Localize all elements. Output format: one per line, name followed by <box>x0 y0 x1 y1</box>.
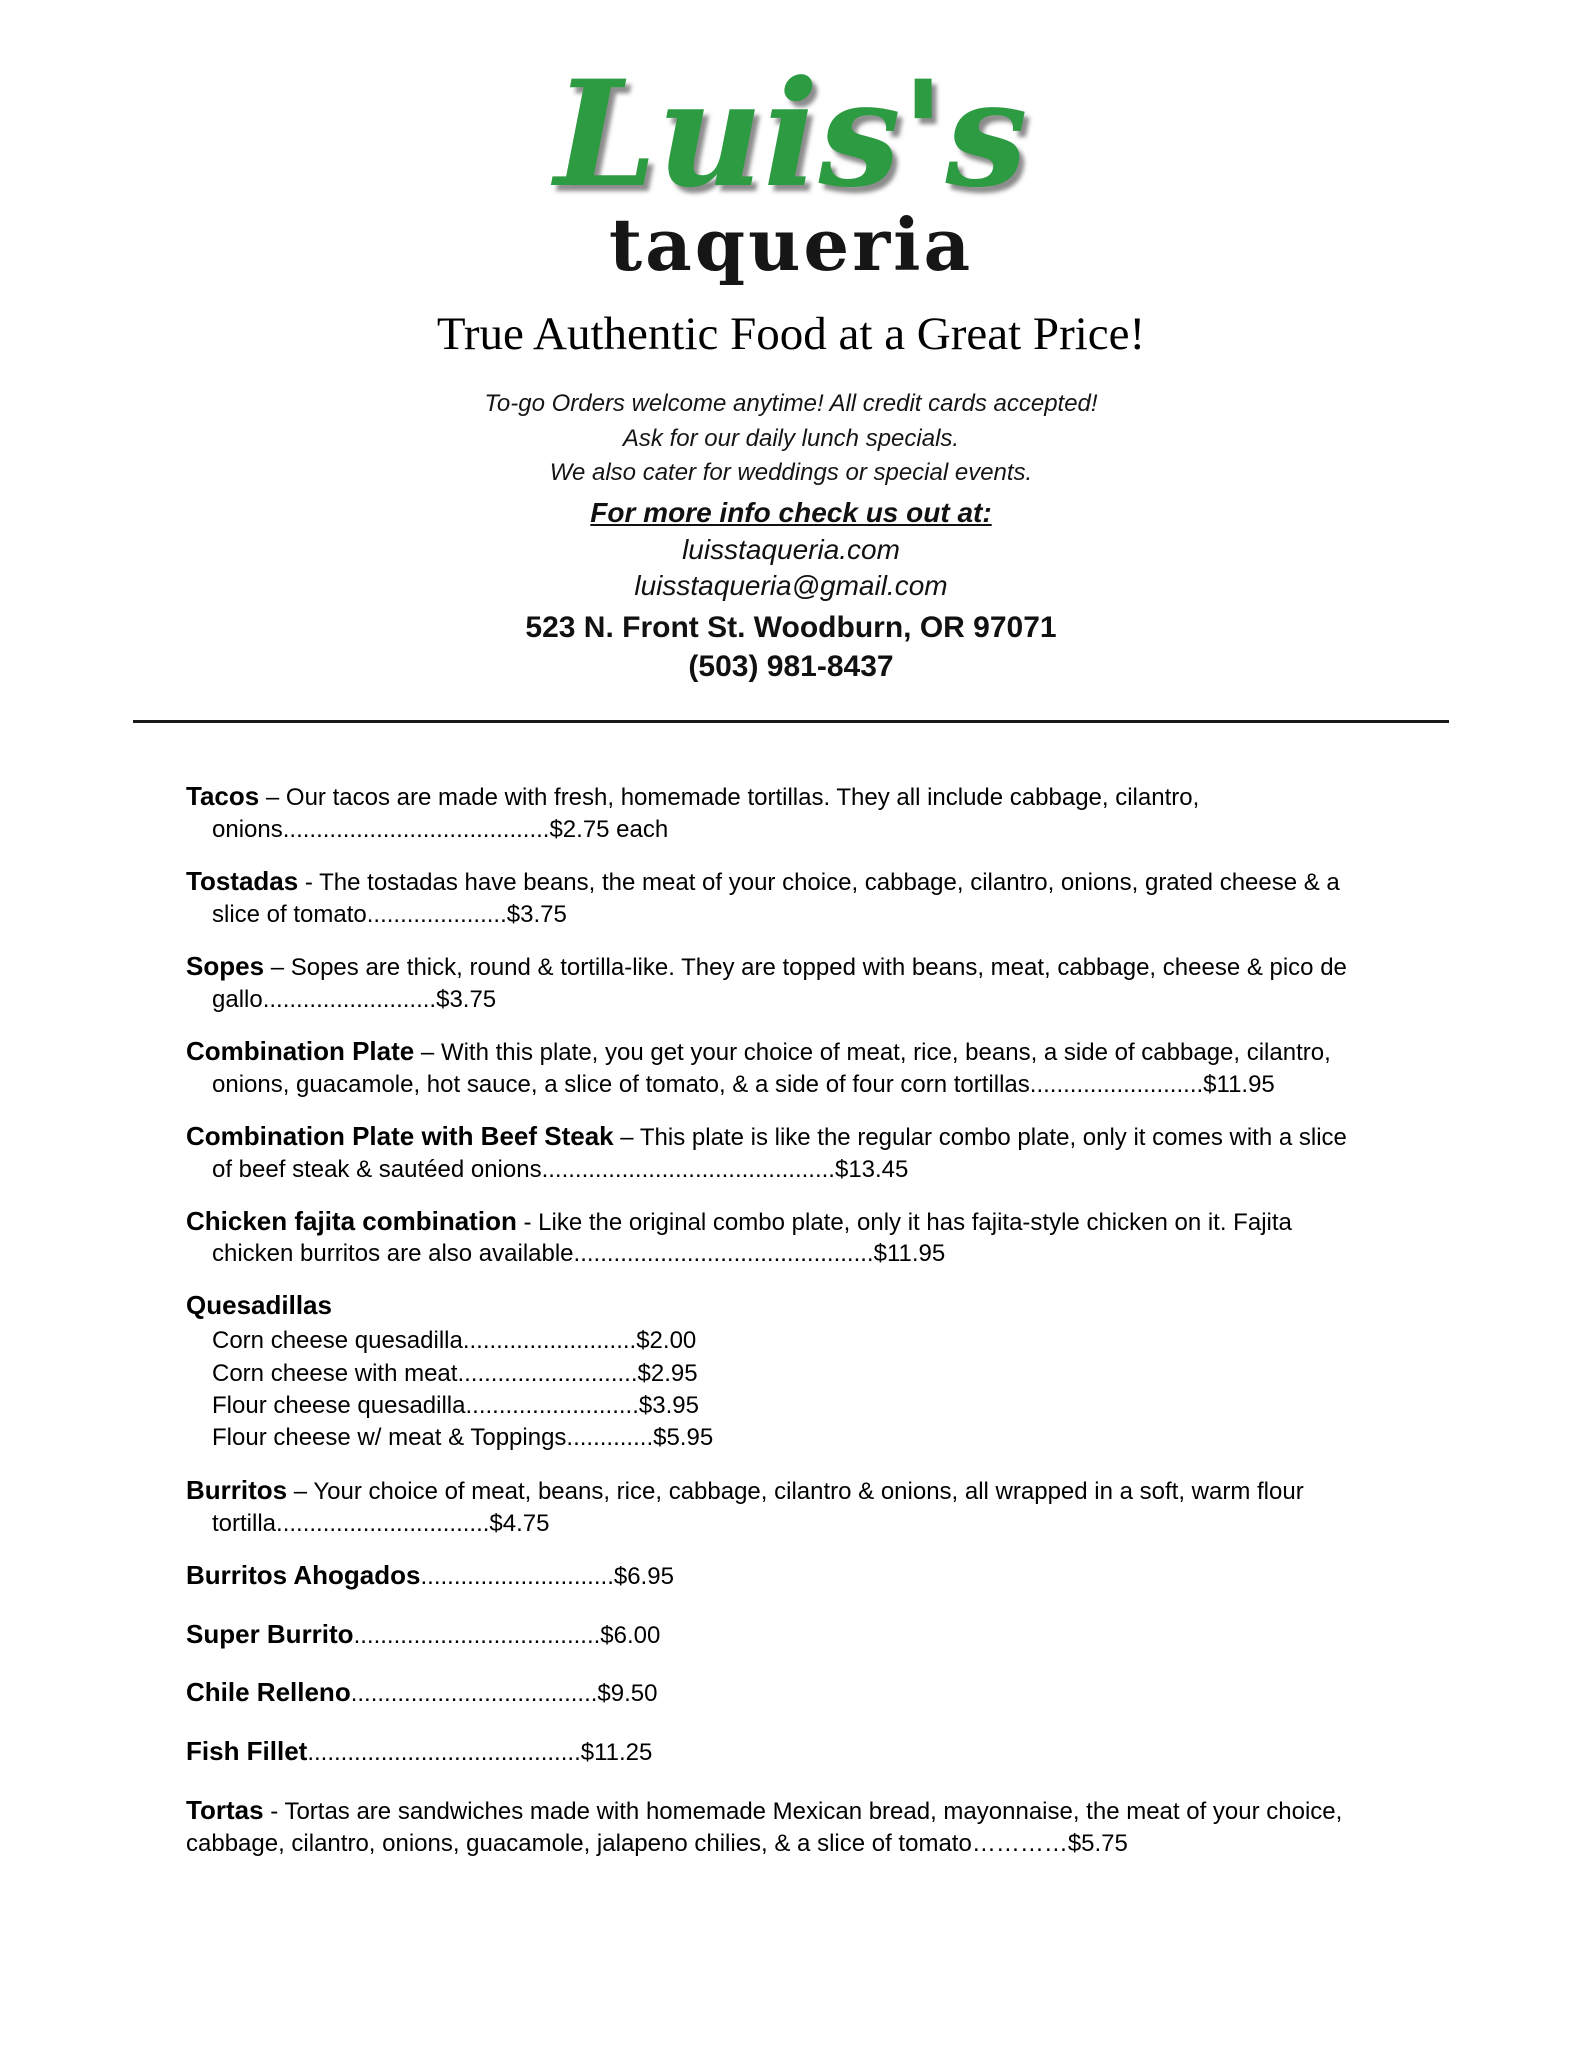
menu-item-combination-plate <box>186 1034 1351 1101</box>
item-separator: - <box>298 869 320 897</box>
dot-leader: .......................... <box>1029 1070 1204 1098</box>
website-url: luisstaqueria.com <box>682 533 900 565</box>
promo-line-3: We also cater for weddings or special events. <box>549 459 1033 487</box>
logo-word-text: taqueria <box>608 202 974 288</box>
menu-item-burritos <box>186 1473 1351 1540</box>
dot-leader: .......................... <box>262 985 437 1013</box>
item-name: Tortas <box>186 1795 264 1826</box>
menu-item-tostadas <box>186 864 1351 931</box>
quesadilla-variant-row <box>212 1325 1351 1357</box>
item-description: With this plate, you get your choice of meat, rice, beans, a side of cabbage, cilantro, onions, guacamole, hot sauce, a slice of tomato, & a side of four corn tortillas <box>212 1038 1331 1098</box>
item-separator: – <box>264 954 291 982</box>
item-name: Tostadas <box>186 866 299 897</box>
item-price: $2.75 each <box>549 816 669 844</box>
item-name: Super Burrito <box>186 1618 354 1649</box>
item-price: $6.00 <box>600 1621 661 1649</box>
header-divider <box>133 720 1449 723</box>
menu-item-fish-fillet <box>186 1734 1351 1769</box>
item-description: Your choice of meat, beans, rice, cabbage, cilantro & onions, all wrapped in a soft, warm flour tortilla <box>212 1477 1304 1537</box>
item-separator: – <box>613 1123 640 1151</box>
item-price: $11.95 <box>873 1240 946 1268</box>
variant-name: Corn cheese quesadilla <box>212 1327 463 1355</box>
dot-leader: ............................................ <box>541 1155 835 1183</box>
menu-item-tacos <box>186 779 1351 846</box>
item-price: $3.75 <box>506 901 567 929</box>
quesadilla-variant-row <box>212 1358 1351 1390</box>
menu-item-tortas <box>186 1793 1351 1860</box>
promo-block <box>0 387 1582 491</box>
item-separator: - <box>263 1798 285 1826</box>
item-separator: – <box>414 1038 441 1066</box>
item-description: Tortas are sandwiches made with homemade Mexican bread, mayonnaise, the meat of your choice, cabbage, cilantro, onions, guacamole, jalapeno chilies, & a slice of tomato <box>186 1798 1343 1858</box>
item-name: Chile Relleno <box>186 1677 351 1708</box>
variant-price: $2.00 <box>636 1327 697 1355</box>
dot-leader: ............. <box>566 1424 654 1452</box>
logo-script-text: Luis's <box>554 49 1028 220</box>
variant-price: $5.95 <box>653 1424 714 1452</box>
tagline: True Authentic Food at a Great Price! <box>436 307 1146 360</box>
dot-leader: .......................... <box>465 1392 639 1420</box>
dot-leader: ..................... <box>366 901 507 929</box>
item-name: Combination Plate <box>186 1035 415 1066</box>
item-name: Burritos <box>186 1474 288 1505</box>
item-price: $6.95 <box>613 1562 674 1590</box>
more-info-heading: For more info check us out at: <box>590 497 992 529</box>
item-price: $13.45 <box>834 1155 909 1183</box>
dot-leader: ........................... <box>457 1359 638 1387</box>
dot-leader: ..................................... <box>353 1621 601 1649</box>
variant-name: Corn cheese with meat <box>212 1359 458 1387</box>
dot-leader: .......................... <box>462 1327 637 1355</box>
dot-leader: ......................................... <box>307 1739 581 1767</box>
item-price: $5.75 <box>1067 1830 1128 1858</box>
dot-leader: ........................................ <box>282 816 550 844</box>
menu-item-combination-plate-beef-steak <box>186 1119 1351 1186</box>
item-name: Fish Fillet <box>186 1736 308 1767</box>
dot-leader: ................................ <box>276 1509 490 1537</box>
menu-item-quesadillas <box>186 1288 1351 1454</box>
item-price: $11.25 <box>580 1739 653 1767</box>
email-address: luisstaqueria@gmail.com <box>634 570 948 602</box>
item-price: $9.50 <box>597 1680 658 1708</box>
item-price: $4.75 <box>489 1509 550 1537</box>
item-description: This plate is like the regular combo plate, only it comes with a slice of beef steak & sautéed onions <box>212 1123 1347 1183</box>
menu-item-chicken-fajita-combination <box>186 1204 1351 1271</box>
phone-number: (503) 981-8437 <box>688 650 894 684</box>
item-price: $3.75 <box>436 985 497 1013</box>
item-name: Chicken fajita combination <box>186 1205 517 1236</box>
dot-leader: ..................................... <box>350 1680 598 1708</box>
item-name: Combination Plate with Beef Steak <box>186 1120 614 1151</box>
item-description: Sopes are thick, round & tortilla-like. They are topped with beans, meat, cabbage, cheese & pico de gallo <box>212 954 1347 1013</box>
menu-list <box>186 779 1351 1860</box>
item-name: Tacos <box>186 781 260 812</box>
dot-leader: ............................. <box>420 1562 614 1590</box>
variant-price: $2.95 <box>637 1359 698 1387</box>
quesadilla-variant-row <box>212 1390 1351 1422</box>
variant-name: Flour cheese w/ meat & Toppings <box>212 1424 567 1452</box>
menu-item-burritos-ahogados <box>186 1558 1351 1593</box>
item-price: $11.95 <box>1203 1070 1275 1098</box>
variant-price: $3.95 <box>638 1392 699 1420</box>
item-separator: - <box>516 1208 539 1236</box>
street-address: 523 N. Front St. Woodburn, OR 97071 <box>525 611 1057 645</box>
item-description: Our tacos are made with fresh, homemade tortillas. They all include cabbage, cilantro, onions <box>212 784 1200 844</box>
item-description: Like the original combo plate, only it has fajita-style chicken on it. Fajita chicken burritos are also available <box>212 1208 1292 1268</box>
promo-line-1: To-go Orders welcome anytime! All credit cards accepted! <box>484 389 1098 417</box>
dot-leader: ………… <box>971 1830 1068 1858</box>
quesadilla-variant-row <box>212 1422 1351 1454</box>
item-separator: – <box>259 784 286 812</box>
variant-name: Flour cheese quesadilla <box>212 1392 466 1420</box>
quesadillas-heading <box>186 1288 1351 1323</box>
item-separator: – <box>287 1477 314 1505</box>
item-name: Quesadillas <box>186 1290 332 1321</box>
item-name: Sopes <box>186 951 265 982</box>
menu-item-super-burrito <box>186 1617 1351 1652</box>
promo-line-2: Ask for our daily lunch specials. <box>622 424 960 452</box>
restaurant-logo <box>0 49 1582 288</box>
menu-item-chile-relleno <box>186 1675 1351 1710</box>
item-description: The tostadas have beans, the meat of your choice, cabbage, cilantro, onions, grated cheese & a slice of tomato <box>212 869 1340 929</box>
menu-item-sopes <box>186 949 1351 1016</box>
header <box>0 0 1582 686</box>
item-name: Burritos Ahogados <box>186 1559 421 1590</box>
dot-leader: ............................................. <box>573 1240 874 1268</box>
